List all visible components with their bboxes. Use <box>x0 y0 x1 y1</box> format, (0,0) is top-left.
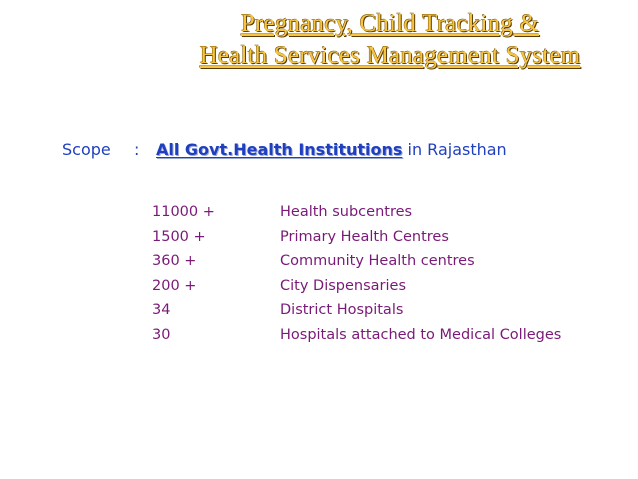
institution-count: 200 + <box>152 277 197 294</box>
institution-type: Hospitals attached to Medical Colleges <box>280 326 562 343</box>
institution-type: Primary Health Centres <box>280 228 449 245</box>
institution-type: Health subcentres <box>280 204 413 220</box>
list-item <box>152 225 561 250</box>
institution-count: 30 <box>152 326 171 343</box>
list-item <box>152 323 561 348</box>
institution-type: District Hospitals <box>280 302 404 319</box>
slide-title <box>120 8 638 72</box>
scope-line <box>62 140 507 159</box>
institutions-list <box>152 200 561 348</box>
institution-count: 1500 + <box>152 228 206 245</box>
institution-count: 11000 + <box>152 204 215 220</box>
list-item <box>152 249 561 274</box>
title-line-2: Health Services Management System <box>199 42 581 69</box>
institution-count: 34 <box>152 302 171 319</box>
list-item <box>152 274 561 299</box>
list-item <box>152 200 561 225</box>
scope-separator: : <box>134 140 140 159</box>
list-item <box>152 298 561 323</box>
institution-type: City Dispensaries <box>280 277 406 294</box>
scope-label: Scope <box>62 140 111 159</box>
title-line-1: Pregnancy, Child Tracking & <box>240 10 540 37</box>
institution-count: 360 + <box>152 253 197 270</box>
institution-type: Community Health centres <box>280 253 475 270</box>
scope-highlight: All Govt.Health Institutions <box>156 140 403 159</box>
scope-suffix: in Rajasthan <box>402 140 507 159</box>
